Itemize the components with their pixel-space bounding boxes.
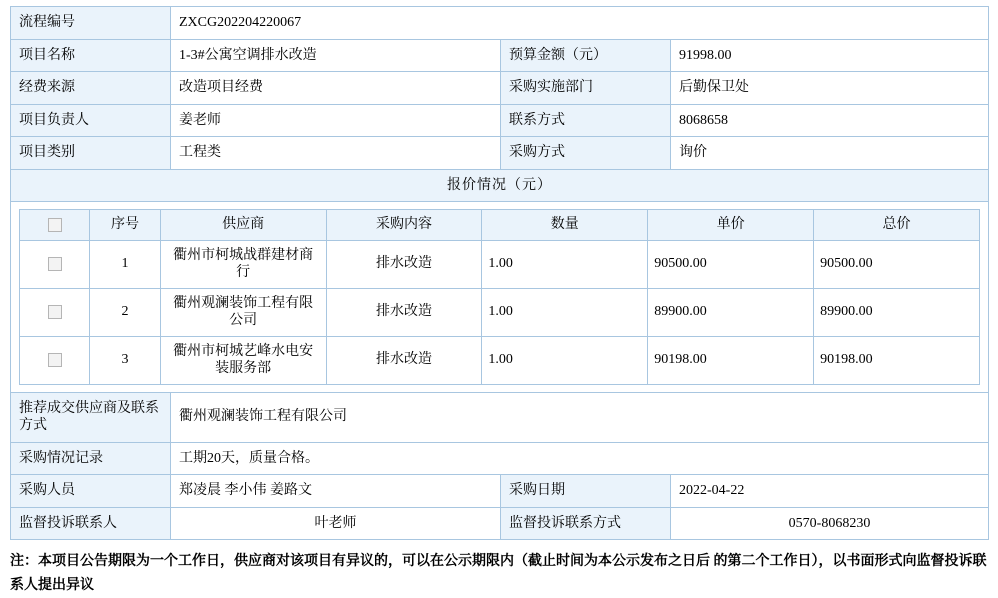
column-header-quantity: 数量: [482, 210, 648, 241]
column-header-no: 序号: [90, 210, 160, 241]
field-label-supervisor: 监督投诉联系人: [11, 507, 171, 540]
field-value-project-name: 1-3#公寓空调排水改造: [171, 39, 501, 72]
field-value-purchase-date: 2022-04-22: [671, 475, 989, 508]
field-label-project-category: 项目类别: [11, 137, 171, 170]
field-label-procurement-record: 采购情况记录: [11, 442, 171, 475]
field-label-department: 采购实施部门: [501, 72, 671, 105]
cell-no: 2: [90, 288, 160, 336]
field-value-supervisor-contact: 0570-8068230: [671, 507, 989, 540]
table-row: [11, 202, 989, 393]
cell-no: 3: [90, 336, 160, 384]
field-label-project-owner: 项目负责人: [11, 104, 171, 137]
cell-no: 1: [90, 240, 160, 288]
field-label-purchase-date: 采购日期: [501, 475, 671, 508]
announcement-note: 注：本项目公告期限为一个工作日，供应商对该项目有异议的，可以在公示期限内（截止时间为本公示发布之日后 的第二个工作日），以书面形式向监督投诉联系人提出异议: [10, 554, 987, 593]
cell-quantity: 1.00: [482, 240, 648, 288]
quote-table-cell: [11, 202, 989, 393]
quote-table-header-row: [20, 210, 980, 241]
cell-unit-price: 89900.00: [648, 288, 814, 336]
select-all-checkbox[interactable]: [48, 218, 62, 232]
field-label-funding-source: 经费来源: [11, 72, 171, 105]
row-select-cell: [20, 240, 90, 288]
cell-quantity: 1.00: [482, 288, 648, 336]
table-row: [20, 240, 980, 288]
column-header-total-price: 总价: [814, 210, 980, 241]
field-label-procurement-method: 采购方式: [501, 137, 671, 170]
procurement-form-table: [10, 6, 989, 540]
cell-quantity: 1.00: [482, 336, 648, 384]
row-checkbox[interactable]: [48, 257, 62, 271]
cell-unit-price: 90500.00: [648, 240, 814, 288]
field-value-procurement-method: 询价: [671, 137, 989, 170]
field-value-budget: 91998.00: [671, 39, 989, 72]
table-row: [11, 392, 989, 442]
cell-supplier: 衢州观澜装饰工程有限公司: [160, 288, 326, 336]
row-checkbox[interactable]: [48, 353, 62, 367]
cell-total-price: 90198.00: [814, 336, 980, 384]
row-select-cell: [20, 336, 90, 384]
field-label-budget: 预算金额（元）: [501, 39, 671, 72]
table-row: [11, 7, 989, 40]
column-header-unit-price: 单价: [648, 210, 814, 241]
cell-total-price: 89900.00: [814, 288, 980, 336]
field-label-supervisor-contact: 监督投诉联系方式: [501, 507, 671, 540]
table-row: [11, 72, 989, 105]
field-value-procurement-record: 工期20天，质量合格。: [171, 442, 989, 475]
table-row: [11, 39, 989, 72]
table-row: [20, 288, 980, 336]
cell-content: 排水改造: [326, 288, 482, 336]
field-label-recommended-supplier: 推荐成交供应商及联系方式: [11, 392, 171, 442]
cell-supplier: 衢州市柯城艺峰水电安装服务部: [160, 336, 326, 384]
field-label-process-no: 流程编号: [11, 7, 171, 40]
section-title-quotes: 报价情况（元）: [11, 169, 989, 202]
field-value-contact: 8068658: [671, 104, 989, 137]
field-value-project-owner: 姜老师: [171, 104, 501, 137]
cell-unit-price: 90198.00: [648, 336, 814, 384]
table-row: [11, 442, 989, 475]
cell-content: 排水改造: [326, 336, 482, 384]
field-value-supervisor: 叶老师: [171, 507, 501, 540]
row-select-cell: [20, 288, 90, 336]
table-row: [20, 336, 980, 384]
select-all-header: [20, 210, 90, 241]
field-value-process-no: ZXCG202204220067: [171, 7, 989, 40]
table-row: [11, 475, 989, 508]
field-value-buyers: 郑凌晨 李小伟 姜路文: [171, 475, 501, 508]
field-label-buyers: 采购人员: [11, 475, 171, 508]
table-row: [11, 169, 989, 202]
field-value-department: 后勤保卫处: [671, 72, 989, 105]
table-row: [11, 104, 989, 137]
quote-table: [19, 209, 980, 385]
field-label-project-name: 项目名称: [11, 39, 171, 72]
cell-content: 排水改造: [326, 240, 482, 288]
field-label-contact: 联系方式: [501, 104, 671, 137]
column-header-content: 采购内容: [326, 210, 482, 241]
cell-supplier: 衢州市柯城战群建材商行: [160, 240, 326, 288]
field-value-funding-source: 改造项目经费: [171, 72, 501, 105]
cell-total-price: 90500.00: [814, 240, 980, 288]
table-row: [11, 137, 989, 170]
column-header-supplier: 供应商: [160, 210, 326, 241]
field-value-recommended-supplier: 衢州观澜装饰工程有限公司: [171, 392, 989, 442]
table-row: [11, 507, 989, 540]
row-checkbox[interactable]: [48, 305, 62, 319]
field-value-project-category: 工程类: [171, 137, 501, 170]
